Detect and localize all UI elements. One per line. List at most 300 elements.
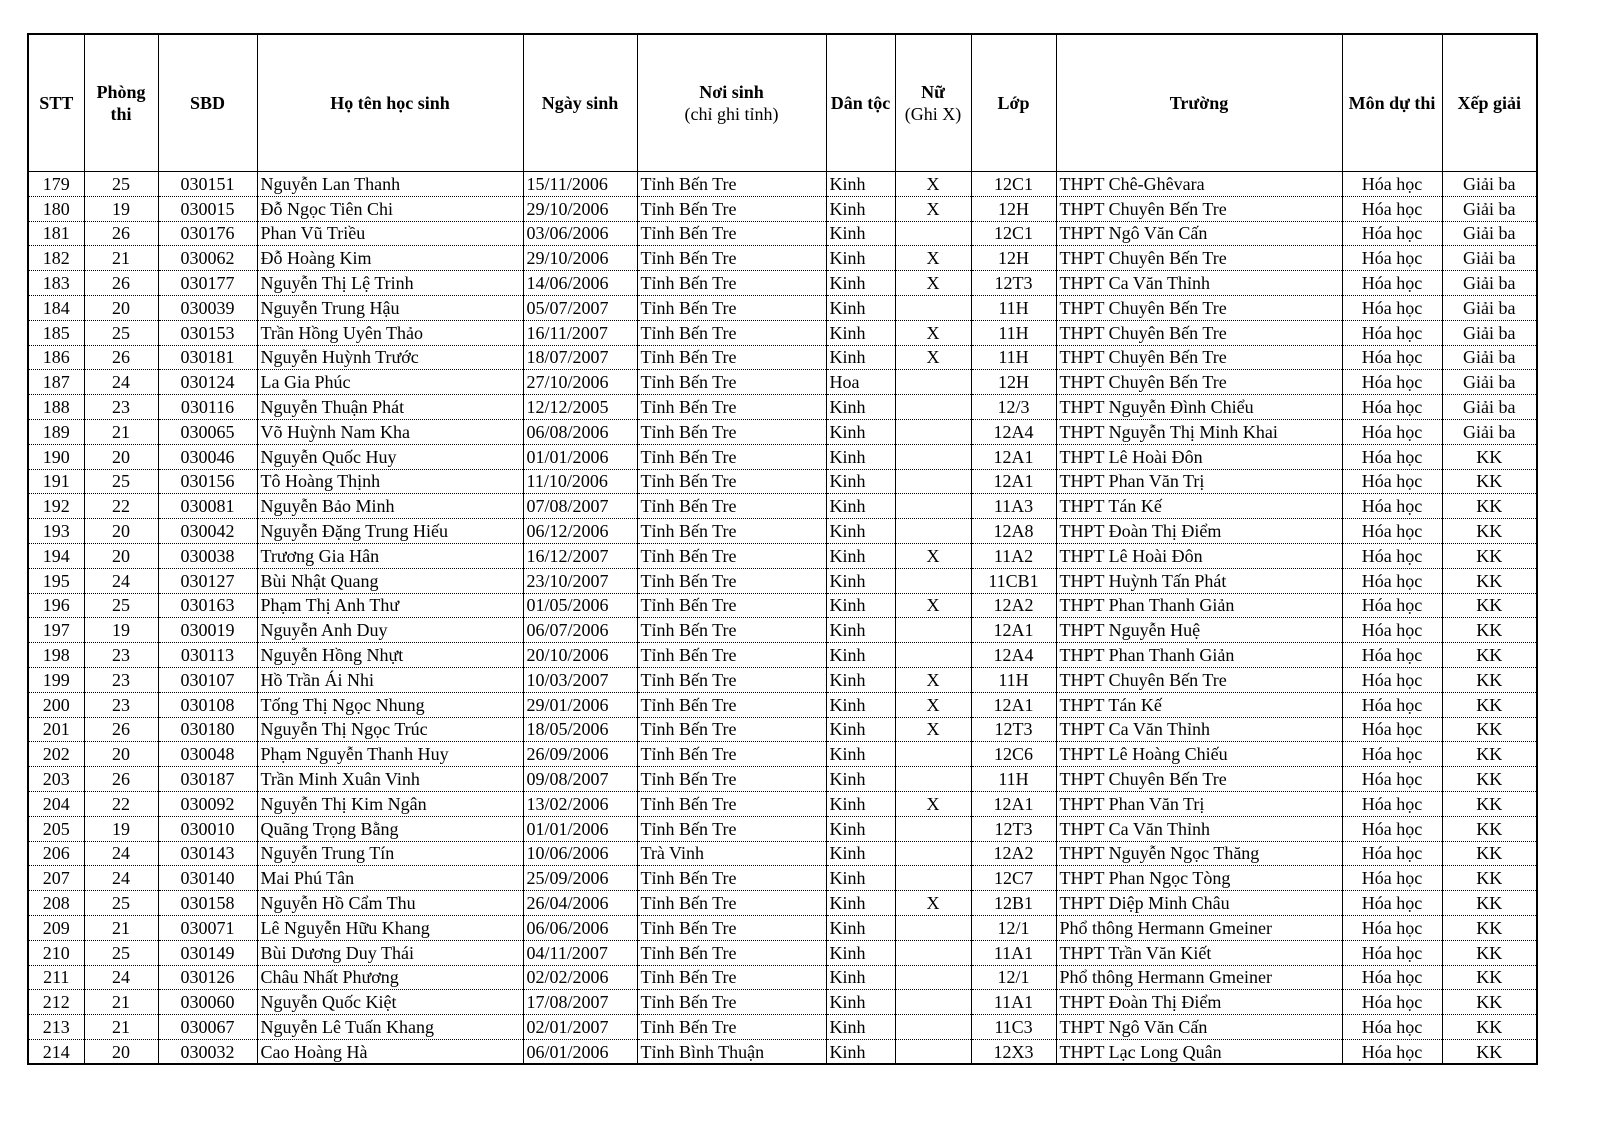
cell-phong-thi: 20 xyxy=(84,444,158,469)
awards-table xyxy=(27,33,1538,1065)
cell-mon-du-thi: Hóa học xyxy=(1342,593,1442,618)
cell-noi-sinh: Tỉnh Bến Tre xyxy=(637,370,826,395)
cell-dan-toc: Kinh xyxy=(826,1015,895,1040)
cell-nu: X xyxy=(895,791,971,816)
cell-truong: THPT Ca Văn Thỉnh xyxy=(1056,717,1342,742)
cell-phong-thi: 23 xyxy=(84,692,158,717)
table-row xyxy=(28,593,1537,618)
cell-ho-ten: Nguyễn Thị Ngọc Trúc xyxy=(257,717,523,742)
cell-ngay-sinh: 17/08/2007 xyxy=(523,990,637,1015)
cell-lop: 11H xyxy=(971,345,1056,370)
cell-xep-giai: Giải ba xyxy=(1442,370,1537,395)
cell-dan-toc: Kinh xyxy=(826,320,895,345)
cell-xep-giai: Giải ba xyxy=(1442,196,1537,221)
cell-noi-sinh: Tỉnh Bến Tre xyxy=(637,543,826,568)
cell-truong: THPT Lê Hoài Đôn xyxy=(1056,543,1342,568)
cell-nu: X xyxy=(895,543,971,568)
cell-mon-du-thi: Hóa học xyxy=(1342,419,1442,444)
table-row xyxy=(28,494,1537,519)
cell-ngay-sinh: 06/01/2006 xyxy=(523,1039,637,1064)
cell-ngay-sinh: 26/04/2006 xyxy=(523,891,637,916)
cell-lop: 12/3 xyxy=(971,395,1056,420)
cell-nu xyxy=(895,494,971,519)
cell-truong: THPT Chuyên Bến Tre xyxy=(1056,370,1342,395)
cell-mon-du-thi: Hóa học xyxy=(1342,519,1442,544)
table-row xyxy=(28,866,1537,891)
cell-ngay-sinh: 05/07/2007 xyxy=(523,295,637,320)
cell-nu xyxy=(895,221,971,246)
cell-ho-ten: Tống Thị Ngọc Nhung xyxy=(257,692,523,717)
cell-noi-sinh: Tỉnh Bến Tre xyxy=(637,891,826,916)
cell-mon-du-thi: Hóa học xyxy=(1342,940,1442,965)
cell-truong: THPT Chuyên Bến Tre xyxy=(1056,196,1342,221)
cell-truong: Phổ thông Hermann Gmeiner xyxy=(1056,965,1342,990)
table-row xyxy=(28,940,1537,965)
cell-mon-du-thi: Hóa học xyxy=(1342,990,1442,1015)
table-row xyxy=(28,345,1537,370)
cell-sbd: 030180 xyxy=(158,717,257,742)
cell-phong-thi: 24 xyxy=(84,841,158,866)
cell-nu xyxy=(895,395,971,420)
cell-phong-thi: 26 xyxy=(84,345,158,370)
cell-noi-sinh: Tỉnh Bến Tre xyxy=(637,816,826,841)
cell-ho-ten: Bùi Nhật Quang xyxy=(257,568,523,593)
cell-ngay-sinh: 06/12/2006 xyxy=(523,519,637,544)
cell-truong: THPT Phan Thanh Giản xyxy=(1056,593,1342,618)
cell-sbd: 030124 xyxy=(158,370,257,395)
table-row xyxy=(28,667,1537,692)
cell-mon-du-thi: Hóa học xyxy=(1342,568,1442,593)
table-row xyxy=(28,915,1537,940)
cell-nu: X xyxy=(895,172,971,197)
cell-sbd: 030126 xyxy=(158,965,257,990)
cell-mon-du-thi: Hóa học xyxy=(1342,196,1442,221)
cell-sbd: 030108 xyxy=(158,692,257,717)
cell-lop: 12A1 xyxy=(971,444,1056,469)
cell-xep-giai: KK xyxy=(1442,667,1537,692)
cell-phong-thi: 25 xyxy=(84,593,158,618)
cell-ngay-sinh: 02/02/2006 xyxy=(523,965,637,990)
cell-stt: 205 xyxy=(28,816,84,841)
cell-lop: 12A1 xyxy=(971,791,1056,816)
cell-xep-giai: Giải ba xyxy=(1442,271,1537,296)
cell-stt: 198 xyxy=(28,643,84,668)
cell-stt: 188 xyxy=(28,395,84,420)
cell-phong-thi: 25 xyxy=(84,469,158,494)
cell-xep-giai: KK xyxy=(1442,494,1537,519)
table-row xyxy=(28,172,1537,197)
table-row xyxy=(28,965,1537,990)
table-row xyxy=(28,717,1537,742)
cell-lop: 12T3 xyxy=(971,816,1056,841)
cell-nu xyxy=(895,965,971,990)
cell-ngay-sinh: 01/01/2006 xyxy=(523,816,637,841)
cell-noi-sinh: Tỉnh Bến Tre xyxy=(637,172,826,197)
table-row xyxy=(28,1015,1537,1040)
cell-ho-ten: Hồ Trần Ái Nhi xyxy=(257,667,523,692)
cell-dan-toc: Kinh xyxy=(826,717,895,742)
cell-stt: 179 xyxy=(28,172,84,197)
cell-noi-sinh: Tỉnh Bến Tre xyxy=(637,494,826,519)
cell-truong: THPT Nguyễn Huệ xyxy=(1056,618,1342,643)
cell-lop: 11A1 xyxy=(971,940,1056,965)
cell-ho-ten: Nguyễn Đặng Trung Hiếu xyxy=(257,519,523,544)
cell-sbd: 030039 xyxy=(158,295,257,320)
table-header xyxy=(28,34,1537,172)
cell-lop: 12H xyxy=(971,196,1056,221)
cell-ngay-sinh: 01/01/2006 xyxy=(523,444,637,469)
cell-stt: 207 xyxy=(28,866,84,891)
cell-stt: 201 xyxy=(28,717,84,742)
cell-ho-ten: Trương Gia Hân xyxy=(257,543,523,568)
header-lop: Lớp xyxy=(971,34,1056,172)
cell-sbd: 030127 xyxy=(158,568,257,593)
cell-ho-ten: Bùi Dương Duy Thái xyxy=(257,940,523,965)
cell-mon-du-thi: Hóa học xyxy=(1342,717,1442,742)
cell-xep-giai: KK xyxy=(1442,767,1537,792)
table-row xyxy=(28,643,1537,668)
cell-ho-ten: Nguyễn Quốc Kiệt xyxy=(257,990,523,1015)
cell-mon-du-thi: Hóa học xyxy=(1342,891,1442,916)
cell-mon-du-thi: Hóa học xyxy=(1342,1039,1442,1064)
cell-mon-du-thi: Hóa học xyxy=(1342,866,1442,891)
cell-lop: 12A1 xyxy=(971,469,1056,494)
cell-nu xyxy=(895,841,971,866)
cell-sbd: 030032 xyxy=(158,1039,257,1064)
cell-phong-thi: 23 xyxy=(84,667,158,692)
cell-dan-toc: Kinh xyxy=(826,643,895,668)
cell-phong-thi: 21 xyxy=(84,915,158,940)
cell-nu xyxy=(895,643,971,668)
cell-ho-ten: Nguyễn Trung Hậu xyxy=(257,295,523,320)
header-nu-label: Nữ xyxy=(921,82,945,102)
cell-phong-thi: 25 xyxy=(84,940,158,965)
cell-ngay-sinh: 10/03/2007 xyxy=(523,667,637,692)
cell-noi-sinh: Tỉnh Bến Tre xyxy=(637,742,826,767)
cell-dan-toc: Kinh xyxy=(826,444,895,469)
cell-xep-giai: KK xyxy=(1442,543,1537,568)
cell-mon-du-thi: Hóa học xyxy=(1342,692,1442,717)
cell-stt: 199 xyxy=(28,667,84,692)
cell-stt: 189 xyxy=(28,419,84,444)
cell-stt: 213 xyxy=(28,1015,84,1040)
cell-nu: X xyxy=(895,717,971,742)
table-row xyxy=(28,1039,1537,1064)
cell-stt: 214 xyxy=(28,1039,84,1064)
cell-noi-sinh: Tỉnh Bến Tre xyxy=(637,667,826,692)
cell-mon-du-thi: Hóa học xyxy=(1342,172,1442,197)
cell-truong: THPT Chuyên Bến Tre xyxy=(1056,345,1342,370)
table-row xyxy=(28,295,1537,320)
cell-sbd: 030010 xyxy=(158,816,257,841)
table-row xyxy=(28,742,1537,767)
cell-phong-thi: 26 xyxy=(84,221,158,246)
cell-phong-thi: 21 xyxy=(84,419,158,444)
cell-sbd: 030140 xyxy=(158,866,257,891)
cell-xep-giai: Giải ba xyxy=(1442,246,1537,271)
cell-nu xyxy=(895,618,971,643)
cell-ngay-sinh: 14/06/2006 xyxy=(523,271,637,296)
cell-ho-ten: Lê Nguyễn Hữu Khang xyxy=(257,915,523,940)
cell-ho-ten: Nguyễn Huỳnh Trước xyxy=(257,345,523,370)
cell-stt: 195 xyxy=(28,568,84,593)
table-row xyxy=(28,618,1537,643)
cell-nu xyxy=(895,767,971,792)
cell-stt: 210 xyxy=(28,940,84,965)
cell-ho-ten: Nguyễn Thị Lệ Trinh xyxy=(257,271,523,296)
cell-nu xyxy=(895,1015,971,1040)
cell-mon-du-thi: Hóa học xyxy=(1342,469,1442,494)
cell-mon-du-thi: Hóa học xyxy=(1342,767,1442,792)
cell-nu: X xyxy=(895,345,971,370)
cell-stt: 191 xyxy=(28,469,84,494)
cell-xep-giai: KK xyxy=(1442,593,1537,618)
cell-lop: 12T3 xyxy=(971,717,1056,742)
cell-mon-du-thi: Hóa học xyxy=(1342,791,1442,816)
table-row xyxy=(28,271,1537,296)
cell-xep-giai: KK xyxy=(1442,891,1537,916)
cell-dan-toc: Kinh xyxy=(826,742,895,767)
cell-ho-ten: Nguyễn Quốc Huy xyxy=(257,444,523,469)
cell-dan-toc: Kinh xyxy=(826,990,895,1015)
header-truong: Trường xyxy=(1056,34,1342,172)
cell-stt: 192 xyxy=(28,494,84,519)
cell-stt: 183 xyxy=(28,271,84,296)
cell-sbd: 030143 xyxy=(158,841,257,866)
header-sbd: SBD xyxy=(158,34,257,172)
cell-stt: 190 xyxy=(28,444,84,469)
cell-noi-sinh: Tỉnh Bến Tre xyxy=(637,271,826,296)
cell-truong: THPT Đoàn Thị Điểm xyxy=(1056,990,1342,1015)
table-row xyxy=(28,419,1537,444)
header-ngay-sinh: Ngày sinh xyxy=(523,34,637,172)
cell-phong-thi: 21 xyxy=(84,246,158,271)
cell-ngay-sinh: 02/01/2007 xyxy=(523,1015,637,1040)
cell-ho-ten: Nguyễn Thuận Phát xyxy=(257,395,523,420)
cell-sbd: 030081 xyxy=(158,494,257,519)
cell-truong: THPT Phan Ngọc Tòng xyxy=(1056,866,1342,891)
cell-sbd: 030149 xyxy=(158,940,257,965)
cell-mon-du-thi: Hóa học xyxy=(1342,841,1442,866)
cell-phong-thi: 26 xyxy=(84,271,158,296)
cell-noi-sinh: Tỉnh Bình Thuận xyxy=(637,1039,826,1064)
cell-xep-giai: Giải ba xyxy=(1442,295,1537,320)
header-noi-sinh-note: (chỉ ghi tỉnh) xyxy=(684,104,779,124)
cell-lop: 12A2 xyxy=(971,593,1056,618)
cell-phong-thi: 25 xyxy=(84,172,158,197)
cell-phong-thi: 24 xyxy=(84,965,158,990)
cell-mon-du-thi: Hóa học xyxy=(1342,370,1442,395)
cell-xep-giai: KK xyxy=(1442,1015,1537,1040)
cell-xep-giai: KK xyxy=(1442,990,1537,1015)
cell-lop: 12A4 xyxy=(971,643,1056,668)
cell-ngay-sinh: 29/10/2006 xyxy=(523,246,637,271)
cell-truong: THPT Ca Văn Thỉnh xyxy=(1056,816,1342,841)
table-row xyxy=(28,767,1537,792)
cell-nu xyxy=(895,444,971,469)
cell-noi-sinh: Tỉnh Bến Tre xyxy=(637,940,826,965)
cell-lop: 12T3 xyxy=(971,271,1056,296)
header-ho-ten: Họ tên học sinh xyxy=(257,34,523,172)
cell-sbd: 030048 xyxy=(158,742,257,767)
cell-sbd: 030107 xyxy=(158,667,257,692)
cell-xep-giai: KK xyxy=(1442,469,1537,494)
cell-dan-toc: Kinh xyxy=(826,915,895,940)
cell-noi-sinh: Tỉnh Bến Tre xyxy=(637,1015,826,1040)
cell-mon-du-thi: Hóa học xyxy=(1342,915,1442,940)
cell-ho-ten: Đỗ Hoàng Kim xyxy=(257,246,523,271)
cell-xep-giai: Giải ba xyxy=(1442,172,1537,197)
cell-sbd: 030163 xyxy=(158,593,257,618)
cell-nu: X xyxy=(895,593,971,618)
table-body xyxy=(28,172,1537,1065)
cell-ngay-sinh: 06/07/2006 xyxy=(523,618,637,643)
cell-lop: 11C3 xyxy=(971,1015,1056,1040)
header-noi-sinh-label: Nơi sinh xyxy=(699,82,764,102)
cell-xep-giai: KK xyxy=(1442,742,1537,767)
cell-sbd: 030113 xyxy=(158,643,257,668)
cell-ngay-sinh: 16/12/2007 xyxy=(523,543,637,568)
cell-nu xyxy=(895,816,971,841)
cell-stt: 186 xyxy=(28,345,84,370)
cell-phong-thi: 20 xyxy=(84,1039,158,1064)
cell-truong: Phổ thông Hermann Gmeiner xyxy=(1056,915,1342,940)
cell-phong-thi: 20 xyxy=(84,543,158,568)
cell-ngay-sinh: 20/10/2006 xyxy=(523,643,637,668)
cell-lop: 11CB1 xyxy=(971,568,1056,593)
cell-mon-du-thi: Hóa học xyxy=(1342,667,1442,692)
table-row xyxy=(28,221,1537,246)
cell-mon-du-thi: Hóa học xyxy=(1342,816,1442,841)
cell-dan-toc: Kinh xyxy=(826,419,895,444)
cell-sbd: 030181 xyxy=(158,345,257,370)
cell-xep-giai: Giải ba xyxy=(1442,419,1537,444)
cell-stt: 212 xyxy=(28,990,84,1015)
cell-sbd: 030062 xyxy=(158,246,257,271)
cell-phong-thi: 24 xyxy=(84,866,158,891)
cell-lop: 11H xyxy=(971,320,1056,345)
cell-stt: 211 xyxy=(28,965,84,990)
cell-ho-ten: Châu Nhất Phương xyxy=(257,965,523,990)
cell-dan-toc: Hoa xyxy=(826,370,895,395)
cell-stt: 180 xyxy=(28,196,84,221)
cell-mon-du-thi: Hóa học xyxy=(1342,742,1442,767)
cell-sbd: 030176 xyxy=(158,221,257,246)
cell-xep-giai: KK xyxy=(1442,692,1537,717)
cell-phong-thi: 20 xyxy=(84,742,158,767)
cell-truong: THPT Lạc Long Quân xyxy=(1056,1039,1342,1064)
cell-stt: 197 xyxy=(28,618,84,643)
cell-stt: 181 xyxy=(28,221,84,246)
cell-ngay-sinh: 06/06/2006 xyxy=(523,915,637,940)
header-nu xyxy=(895,34,971,172)
cell-truong: THPT Lê Hoàng Chiếu xyxy=(1056,742,1342,767)
cell-lop: 12C1 xyxy=(971,172,1056,197)
cell-mon-du-thi: Hóa học xyxy=(1342,320,1442,345)
cell-ngay-sinh: 09/08/2007 xyxy=(523,767,637,792)
cell-noi-sinh: Tỉnh Bến Tre xyxy=(637,915,826,940)
cell-lop: 12B1 xyxy=(971,891,1056,916)
cell-noi-sinh: Tỉnh Bến Tre xyxy=(637,519,826,544)
cell-ho-ten: Cao Hoàng Hà xyxy=(257,1039,523,1064)
cell-ho-ten: Nguyễn Lê Tuấn Khang xyxy=(257,1015,523,1040)
cell-ho-ten: Nguyễn Bảo Minh xyxy=(257,494,523,519)
cell-ho-ten: Quãng Trọng Bằng xyxy=(257,816,523,841)
cell-xep-giai: KK xyxy=(1442,1039,1537,1064)
cell-stt: 203 xyxy=(28,767,84,792)
cell-nu: X xyxy=(895,196,971,221)
table-row xyxy=(28,791,1537,816)
cell-noi-sinh: Tỉnh Bến Tre xyxy=(637,791,826,816)
cell-truong: THPT Tán Kế xyxy=(1056,692,1342,717)
header-phong-thi: Phòng thi xyxy=(84,34,158,172)
cell-truong: THPT Ngô Văn Cấn xyxy=(1056,221,1342,246)
cell-ho-ten: Nguyễn Anh Duy xyxy=(257,618,523,643)
table-row xyxy=(28,370,1537,395)
cell-dan-toc: Kinh xyxy=(826,519,895,544)
cell-dan-toc: Kinh xyxy=(826,965,895,990)
cell-mon-du-thi: Hóa học xyxy=(1342,494,1442,519)
cell-noi-sinh: Tỉnh Bến Tre xyxy=(637,419,826,444)
header-row xyxy=(28,34,1537,172)
table-row xyxy=(28,841,1537,866)
header-xep-giai: Xếp giải xyxy=(1442,34,1537,172)
cell-stt: 185 xyxy=(28,320,84,345)
cell-noi-sinh: Tỉnh Bến Tre xyxy=(637,469,826,494)
cell-truong: THPT Chê-Ghêvara xyxy=(1056,172,1342,197)
cell-xep-giai: KK xyxy=(1442,568,1537,593)
cell-nu xyxy=(895,568,971,593)
cell-noi-sinh: Tỉnh Bến Tre xyxy=(637,196,826,221)
cell-noi-sinh: Tỉnh Bến Tre xyxy=(637,568,826,593)
cell-nu xyxy=(895,940,971,965)
cell-ho-ten: Nguyễn Thị Kim Ngân xyxy=(257,791,523,816)
cell-dan-toc: Kinh xyxy=(826,891,895,916)
table-row xyxy=(28,519,1537,544)
cell-ho-ten: Tô Hoàng Thịnh xyxy=(257,469,523,494)
cell-xep-giai: KK xyxy=(1442,618,1537,643)
cell-ngay-sinh: 04/11/2007 xyxy=(523,940,637,965)
cell-ho-ten: Trần Hồng Uyên Thảo xyxy=(257,320,523,345)
cell-ho-ten: Trần Minh Xuân Vinh xyxy=(257,767,523,792)
cell-nu xyxy=(895,1039,971,1064)
cell-phong-thi: 21 xyxy=(84,1015,158,1040)
cell-dan-toc: Kinh xyxy=(826,568,895,593)
cell-phong-thi: 21 xyxy=(84,990,158,1015)
cell-stt: 208 xyxy=(28,891,84,916)
table-row xyxy=(28,320,1537,345)
cell-truong: THPT Nguyễn Đình Chiểu xyxy=(1056,395,1342,420)
cell-xep-giai: KK xyxy=(1442,816,1537,841)
cell-noi-sinh: Tỉnh Bến Tre xyxy=(637,395,826,420)
cell-noi-sinh: Tỉnh Bến Tre xyxy=(637,320,826,345)
cell-stt: 209 xyxy=(28,915,84,940)
header-mon-du-thi: Môn dự thi xyxy=(1342,34,1442,172)
cell-stt: 202 xyxy=(28,742,84,767)
cell-ngay-sinh: 29/01/2006 xyxy=(523,692,637,717)
cell-xep-giai: Giải ba xyxy=(1442,320,1537,345)
cell-xep-giai: KK xyxy=(1442,717,1537,742)
cell-ngay-sinh: 16/11/2007 xyxy=(523,320,637,345)
cell-nu: X xyxy=(895,246,971,271)
cell-truong: THPT Lê Hoài Đôn xyxy=(1056,444,1342,469)
cell-noi-sinh: Tỉnh Bến Tre xyxy=(637,990,826,1015)
cell-lop: 12A1 xyxy=(971,692,1056,717)
cell-truong: THPT Ca Văn Thỉnh xyxy=(1056,271,1342,296)
cell-ho-ten: Phạm Thị Anh Thư xyxy=(257,593,523,618)
cell-ngay-sinh: 27/10/2006 xyxy=(523,370,637,395)
cell-phong-thi: 19 xyxy=(84,816,158,841)
